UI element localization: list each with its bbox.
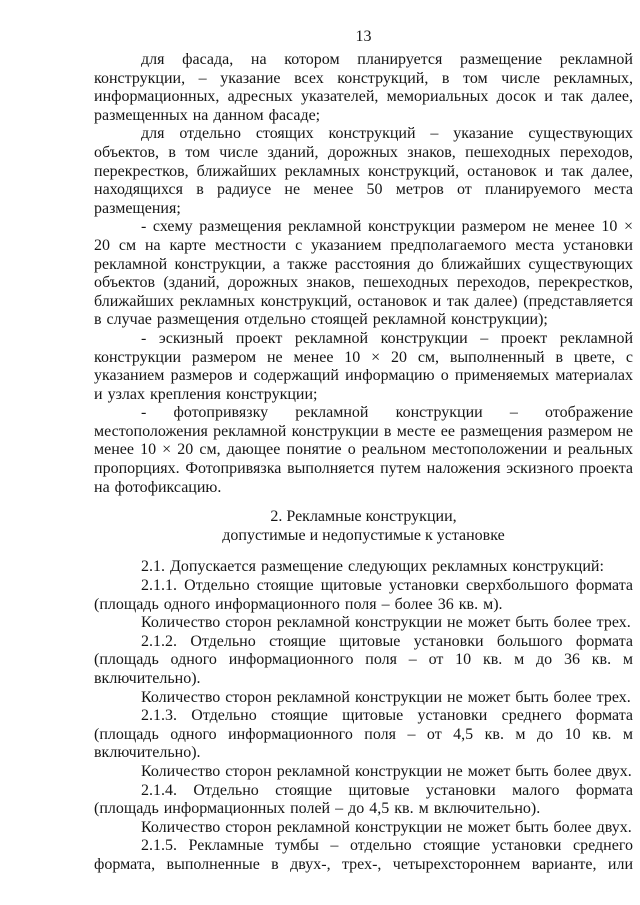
section-heading [94, 508, 633, 545]
paragraph-2-1-3: 2.1.3. Отдельно стоящие щитовые установки среднего формата (площадь одного информационного поля – от 4,5 кв. м до 10 кв. м включительно). [94, 707, 633, 762]
paragraph-sides-limit-three-b: Количество сторон рекламной конструкции не может быть более трех. [141, 688, 631, 706]
paragraph-2-1: 2.1. Допускается размещение следующих рекламных конструкций: [141, 558, 604, 576]
document-body [94, 51, 633, 875]
paragraph-freestanding-requirement: для отдельно стоящих конструкций – указание существующих объектов, в том числе зданий, дорожных знаков, пешеходных переходов, перекрестков, ближайших рекламных конструкций, остановок и так далее, находящихся в радиусе не менее 50 метров от планируемого места размещения; [94, 125, 633, 217]
section-heading-line1: 2. Рекламные конструкции, [270, 508, 457, 526]
paragraph-2-1-4: 2.1.4. Отдельно стоящие щитовые установки малого формата (площадь информационных полей – до 4,5 кв. м включительно). [94, 781, 633, 818]
paragraph-2-1-5: 2.1.5. Рекламные тумбы – отдельно стоящие установки среднего формата, выполненные в двух-, трех-, четырехстороннем варианте, или [94, 837, 633, 873]
paragraph-sides-limit-two-b: Количество сторон рекламной конструкции не может быть более двух. [141, 818, 632, 836]
paragraph-sides-limit-two-a: Количество сторон рекламной конструкции не может быть более двух. [141, 762, 632, 780]
paragraph-sketch-project: - эскизный проект рекламной конструкции – проект рекламной конструкции размером не менее 10 × 20 см, выполненный в цвете, с указанием размеров и содержащий информацию о применяемых материалах и узлах крепления конструкции; [94, 329, 633, 403]
paragraph-2-1-1: 2.1.1. Отдельно стоящие щитовые установки сверхбольшого формата (площадь одного информационного поля – более 36 кв. м). [94, 577, 633, 613]
paragraph-photo-binding: - фотопривязку рекламной конструкции – отображение местоположения рекламной конструкции в месте ее размещения размером не менее 10 × 20 см, дающее понятие о реальном местоположении и реальных пропорциях. Фотопривязка выполняется путем наложения эскизного проекта на фотофиксацию. [94, 404, 633, 496]
paragraph-placement-scheme: - схему размещения рекламной конструкции размером не менее 10 × 20 см на карте местности с указанием предполагаемого места установки рекламной конструкции, а также расстояния до ближайших существующих объектов (зданий, дорожных знаков, пешеходных переходов, перекрестков, ближайших рекламных конструкций, остановок и так далее) (представляется в случае размещения отдельно стоящей рекламной конструкции); [94, 218, 633, 329]
page-number: 13 [355, 28, 372, 45]
paragraph-sides-limit-three-a: Количество сторон рекламной конструкции не может быть более трех. [141, 614, 631, 632]
paragraph-facade-requirement: для фасада, на котором планируется размещение рекламной конструкции, – указание всех конструкций, в том числе рекламных, информационных, адресных указателей, мемориальных досок и так далее, размещенных на данном фасаде; [94, 51, 633, 124]
paragraph-2-1-2: 2.1.2. Отдельно стоящие щитовые установки большого формата (площадь одного информационного поля – от 10 кв. м до 36 кв. м включительно). [94, 632, 633, 687]
section-heading-line2: допустимые и недопустимые к установке [222, 526, 505, 544]
